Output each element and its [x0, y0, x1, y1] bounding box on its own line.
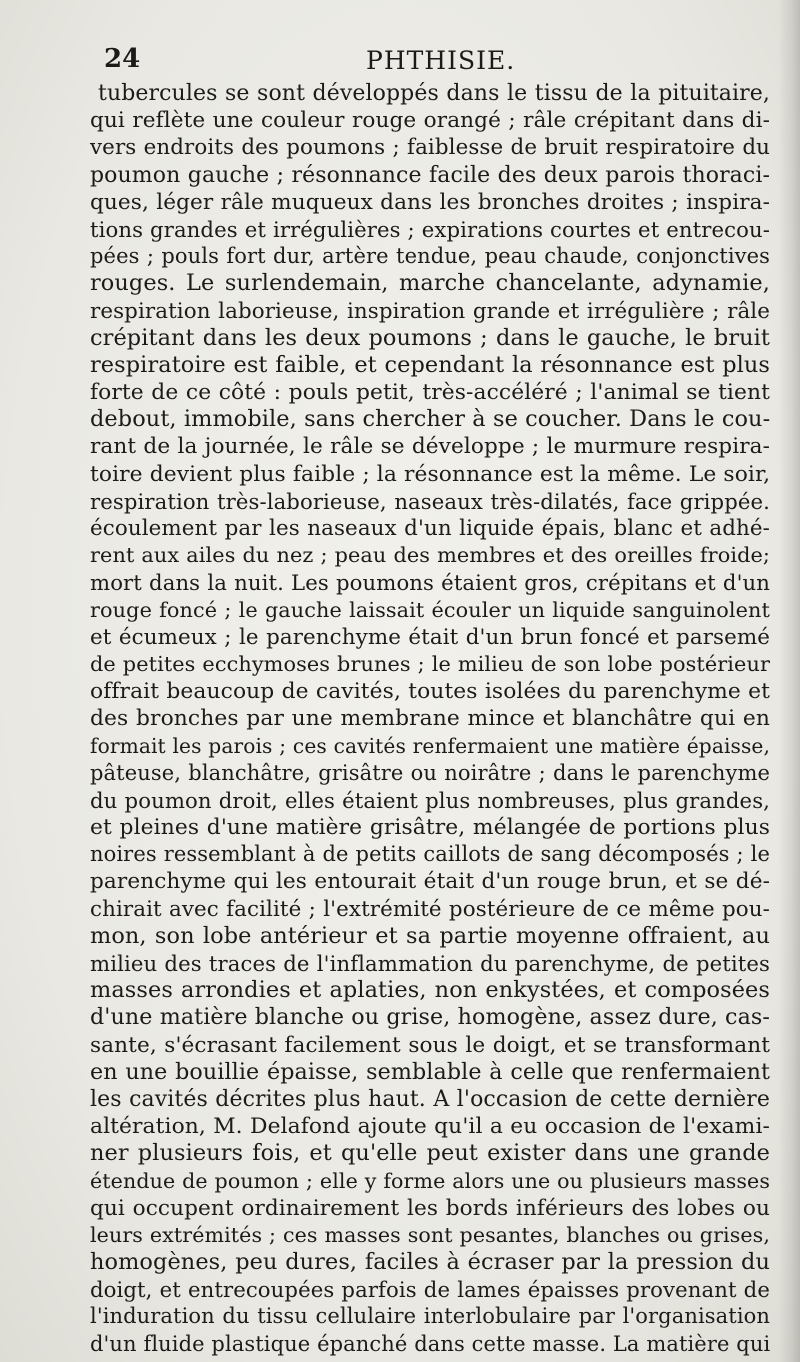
text-line: noires ressemblant à de petits caillots de sang décomposés ; le [90, 842, 770, 867]
text-line: ques, léger râle muqueux dans les bronches droites ; inspira- [90, 189, 770, 215]
text-line: chirait avec facilité ; l'extrémité postérieure de ce même pou- [90, 896, 770, 922]
text-line: forte de ce côté : pouls petit, très-accéléré ; l'animal se tient [90, 380, 770, 406]
text-line: parenchyme qui les entourait était d'un rouge brun, et se dé- [90, 869, 770, 895]
text-line: l'induration du tissu cellulaire interlobulaire par l'organisation [90, 1304, 770, 1329]
page-number: 24 [104, 44, 141, 74]
text-line: rouges. Le surlendemain, marche chancelante, adynamie, [90, 270, 770, 297]
text-line: tubercules se sont développés dans le tissu de la pituitaire, [98, 81, 770, 106]
text-line: respiratoire est faible, et cependant la résonnance est plus [90, 351, 770, 378]
text-line: formait les parois ; ces cavités renfermaient une matière épaisse, [90, 733, 770, 758]
text-line: les cavités décrites plus haut. A l'occasion de cette dernière [90, 1086, 770, 1112]
text-line: debout, immobile, sans chercher à se coucher. Dans le cou- [90, 406, 771, 433]
text-line: offrait beaucoup de cavités, toutes isolées du parenchyme et [90, 679, 770, 705]
text-line: qui reflète une couleur rouge orangé ; râle crépitant dans di- [90, 108, 770, 134]
text-line: milieu des traces de l'inflammation du parenchyme, de petites [90, 951, 770, 976]
text-line: qui occupent ordinairement les bords inférieurs des lobes ou [90, 1195, 770, 1221]
text-line: d'une matière blanche ou grise, homogène, assez dure, cas- [90, 1004, 770, 1031]
text-line: mort dans la nuit. Les poumons étaient gros, crépitans et d'un [90, 570, 770, 596]
running-title: PHTHISIE. [366, 46, 516, 75]
text-line: sante, s'écrasant facilement sous le doigt, et se transformant [90, 1032, 770, 1058]
text-line: toire devient plus faible ; la résonnance est la même. Le soir, [90, 461, 771, 487]
text-line: masses arrondies et aplaties, non enkystées, et composées [90, 977, 770, 1004]
text-line: poumon gauche ; résonnance facile des deux parois thoraci- [90, 162, 770, 188]
text-line: leurs extrémités ; ces masses sont pesantes, blanches ou grises, [90, 1222, 770, 1247]
text-line: mon, son lobe antérieur et sa partie moyenne offraient, au [90, 922, 770, 949]
body-text [90, 80, 770, 1358]
text-line: respiration très-laborieuse, naseaux très-dilatés, face grippée. [90, 488, 770, 514]
text-line: d'un fluide plastique épanché dans cette masse. La matière qui [90, 1331, 771, 1356]
page-edge-shadow [778, 0, 800, 1362]
text-line: doigt, et entrecoupées parfois de lames épaisses provenant de [90, 1277, 770, 1303]
text-line: homogènes, peu dures, faciles à écraser par la pression du [90, 1249, 770, 1276]
text-line: vers endroits des poumons ; faiblesse de bruit respiratoire du [90, 135, 770, 161]
text-line: et pleines d'une matière grisâtre, mélangée de portions plus [90, 815, 770, 841]
text-line: rent aux ailes du nez ; peau des membres et des oreilles froide; [90, 543, 770, 568]
text-line: de petites ecchymoses brunes ; le milieu de son lobe postérieur [90, 651, 770, 676]
text-line: ner plusieurs fois, et qu'elle peut exister dans une grande [90, 1140, 770, 1167]
text-line: en une bouillie épaisse, semblable à celle que renfermaient [90, 1058, 770, 1085]
text-line: tions grandes et irrégulières ; expirations courtes et entrecou- [90, 216, 770, 242]
page-header [104, 44, 704, 80]
text-line: altération, M. Delafond ajoute qu'il a eu occasion de l'exami- [90, 1114, 770, 1140]
text-line: pées ; pouls fort dur, artère tendue, peau chaude, conjonctives [90, 244, 770, 269]
text-line: crépitant dans les deux poumons ; dans le gauche, le bruit [90, 324, 770, 351]
text-line: des bronches par une membrane mince et blanchâtre qui en [90, 706, 770, 732]
text-line: étendue de poumon ; elle y forme alors une ou plusieurs masses [90, 1168, 770, 1193]
text-line: et écumeux ; le parenchyme était d'un brun foncé et parsemé [90, 624, 770, 650]
text-line: respiration laborieuse, inspiration grande et irrégulière ; râle [90, 298, 770, 324]
text-line: rouge foncé ; le gauche laissait écouler un liquide sanguinolent [90, 597, 770, 622]
text-line: du poumon droit, elles étaient plus nombreuses, plus grandes, [90, 787, 770, 813]
text-line: écoulement par les naseaux d'un liquide épais, blanc et adhé- [90, 516, 770, 541]
text-line: rant de la journée, le râle se développe ; le murmure respira- [90, 434, 770, 460]
text-line: pâteuse, blanchâtre, grisâtre ou noirâtre ; dans le parenchyme [90, 760, 770, 785]
